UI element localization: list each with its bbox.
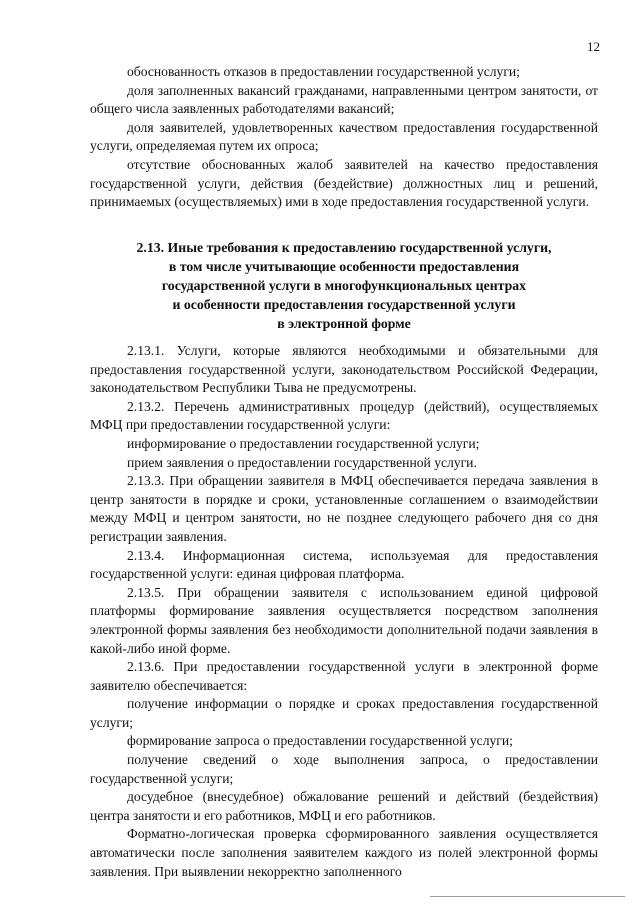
paragraph: доля заполненных вакансий гражданами, направленными центром занятости, от общего числа заявленных работодателями вакансий; xyxy=(90,82,598,117)
intro-text-block xyxy=(90,63,598,212)
paragraph: получение информации о порядке и сроках предоставления государственной услуги; xyxy=(90,696,598,730)
heading-line: в электронной форме xyxy=(277,316,411,331)
section-heading xyxy=(90,238,598,333)
paragraph: 2.13.2. Перечень административных процедур (действий), осуществляемых МФЦ при предоставлении государственной услуги: xyxy=(90,398,598,433)
paragraph: доля заявителей, удовлетворенных качеством предоставления государственной услуги, определяемая путем их опроса; xyxy=(90,119,598,154)
paragraph: 2.13.1. Услуги, которые являются необходимыми и обязательными для предоставления государственной услуги, законодательством Российской Федерации, законодательством Республики Тыва не предусмотрены. xyxy=(90,343,598,396)
paragraph: Форматно-логическая проверка сформированного заявления осуществляется автоматически после заполнения заявителем каждого из полей электронной формы заявления. При выявлении некорректно заполненного xyxy=(90,826,598,879)
heading-line: 2.13. Иные требования к предоставлению государственной услуги, xyxy=(136,240,552,255)
section-text-block xyxy=(90,342,598,881)
paragraph: получение сведений о ходе выполнения запроса, о предоставлении государственной услуги; xyxy=(90,752,598,786)
paragraph: прием заявления о предоставлении государственной услуги. xyxy=(127,454,477,470)
paragraph: формирование запроса о предоставлении государственной услуги; xyxy=(127,733,513,749)
paragraph: 2.13.4. Информационная система, используемая для предоставления государственной услуги: единая цифровая платформа. xyxy=(90,547,598,582)
paragraph: отсутствие обоснованных жалоб заявителей на качество предоставления государственной услуги, действия (бездействие) должностных лиц и решений, принимаемых (осуществляемых) ими в ходе предоставления государственной услуги. xyxy=(90,156,598,210)
footer-rule xyxy=(430,896,625,897)
paragraph: 2.13.5. При обращении заявителя с использованием единой цифровой платформы формирование заявления осуществляется посредством заполнения электронной формы заявления без необходимости дополнительной подачи заявления в какой-либо иной форме. xyxy=(90,584,598,656)
page-number: 12 xyxy=(587,39,600,54)
heading-line: и особенности предоставления государственной услуги xyxy=(172,297,516,312)
paragraph: досудебное (внесудебное) обжалование решений и действий (бездействия) центра занятости и его работников, МФЦ и его работников. xyxy=(90,789,598,823)
paragraph: 2.13.3. При обращении заявителя в МФЦ обеспечивается передача заявления в центр занятости в порядке и сроки, установленные соглашением о взаимодействии между МФЦ и центром занятости, но не позднее следующего рабочего дня со дня регистрации заявления. xyxy=(90,473,598,544)
heading-line: государственной услуги в многофункциональных центрах xyxy=(161,278,527,293)
paragraph: обоснованность отказов в предоставлении государственной услуги; xyxy=(127,64,520,79)
paragraph: 2.13.6. При предоставлении государственной услуги в электронной форме заявителю обеспечивается: xyxy=(90,659,598,693)
paragraph: информирование о предоставлении государственной услуги; xyxy=(127,435,480,451)
heading-line: в том числе учитывающие особенности предоставления xyxy=(168,259,520,274)
